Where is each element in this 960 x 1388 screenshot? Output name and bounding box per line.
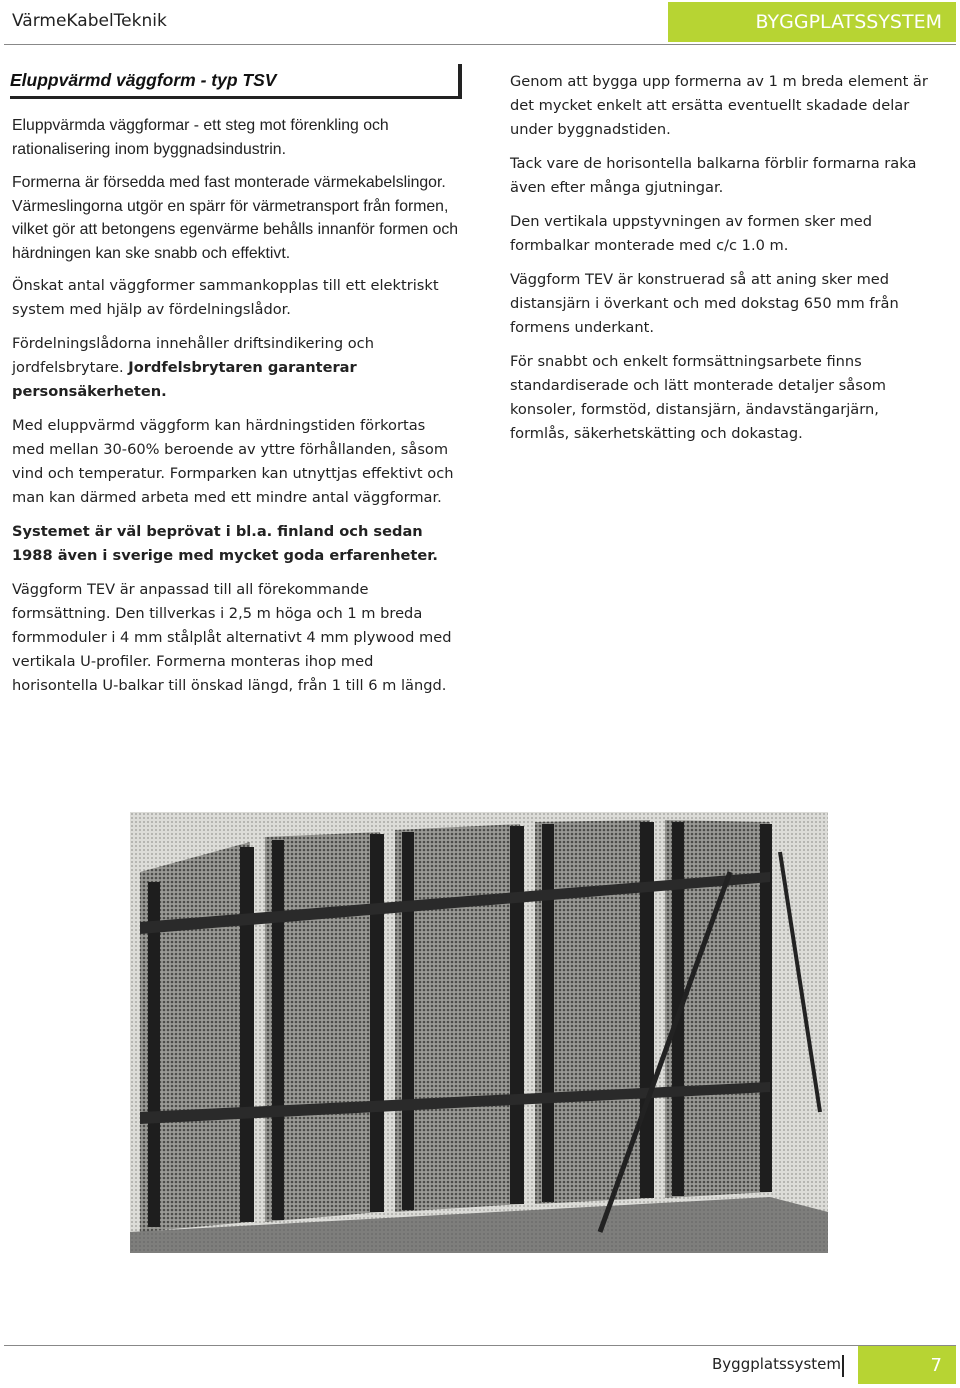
left-column bbox=[12, 64, 462, 698]
accessories-paragraph: För snabbt och enkelt formsättningsarbete finns standardiserade och lätt monterade detaljer såsom konsoler, formstöd, distansjärn, ändavstängarjärn, formlås, säkerhetskätting och dokastag. bbox=[510, 353, 886, 442]
header-brand: VärmeKabelTeknik bbox=[12, 11, 167, 31]
footer-divider bbox=[4, 1345, 956, 1346]
electrical-system-paragraph: Önskat antal väggformer sammankopplas till ett elektriskt system med hjälp av fördelningslådor. bbox=[12, 277, 439, 318]
page-number-badge bbox=[858, 1346, 956, 1384]
header-divider bbox=[4, 44, 956, 45]
modular-elements-paragraph: Genom att bygga upp formerna av 1 m breda element är det mycket enkelt att ersätta eventuellt skadade delar under byggnadstiden. bbox=[510, 73, 928, 138]
heating-cables-paragraph: Formerna är försedda med fast monterade värmekabelslingor. Värmeslingorna utgör en spärr för värmetransport från formen, vilket gör att betongens egenvärme behålls innanför formen och härdningen kan ske snabb och effektivt. bbox=[12, 174, 459, 262]
tie-construction-paragraph: Väggform TEV är konstruerad så att aning sker med distansjärn i överkant och med dokstag 650 mm från formens underkant. bbox=[510, 271, 899, 336]
vertical-stiffening-paragraph: Den vertikala uppstyvningen av formen sker med formbalkar monterade med c/c 1.0 m. bbox=[510, 213, 873, 254]
tev-description-paragraph: Väggform TEV är anpassad till all förekommande formsättning. Den tillverkas i 2,5 m höga och 1 m breda formmoduler i 4 mm stålplåt alternativt 4 mm plywood med vertikala U-profiler. Formerna monteras ihop med horisontella U-balkar till önskad längd, från 1 till 6 m längd. bbox=[12, 581, 452, 694]
distribution-box-text: Fördelningslådorna innehåller driftsindikering och jordfelsbrytare. bbox=[12, 335, 374, 376]
page-title: Eluppvärmd väggform - typ TSV bbox=[10, 70, 277, 90]
intro-paragraph: Eluppvärmda väggformar - ett steg mot förenkling och rationalisering inom byggnadsindustrin. bbox=[12, 117, 389, 158]
title-frame bbox=[10, 64, 462, 99]
proven-system-paragraph: Systemet är väl beprövat i bl.a. finland och sedan 1988 även i sverige med mycket goda erfarenheter. bbox=[12, 523, 438, 564]
distribution-box-paragraph bbox=[12, 332, 462, 404]
horizontal-beams-paragraph: Tack vare de horisontella balkarna förblir formarna raka även efter många gjutningar. bbox=[510, 155, 917, 196]
header-section-badge bbox=[668, 2, 956, 42]
right-column bbox=[510, 70, 940, 446]
wall-formwork-photo bbox=[130, 812, 828, 1253]
safety-statement: Jordfelsbrytaren garanterar personsäkerheten. bbox=[12, 359, 357, 400]
curing-time-paragraph: Med eluppvärmd väggform kan härdningstiden förkortas med mellan 30-60% beroende av yttre förhållanden, såsom vind och temperatur. Formparken kan utnyttjas effektivt och man kan därmed arbeta med ett mindre antal väggformar. bbox=[12, 417, 454, 506]
footer-separator bbox=[842, 1355, 844, 1377]
page-number: 7 bbox=[930, 1354, 942, 1376]
footer-label: Byggplatssystem bbox=[712, 1355, 842, 1373]
header-section-label: BYGGPLATSSYSTEM bbox=[755, 11, 942, 33]
